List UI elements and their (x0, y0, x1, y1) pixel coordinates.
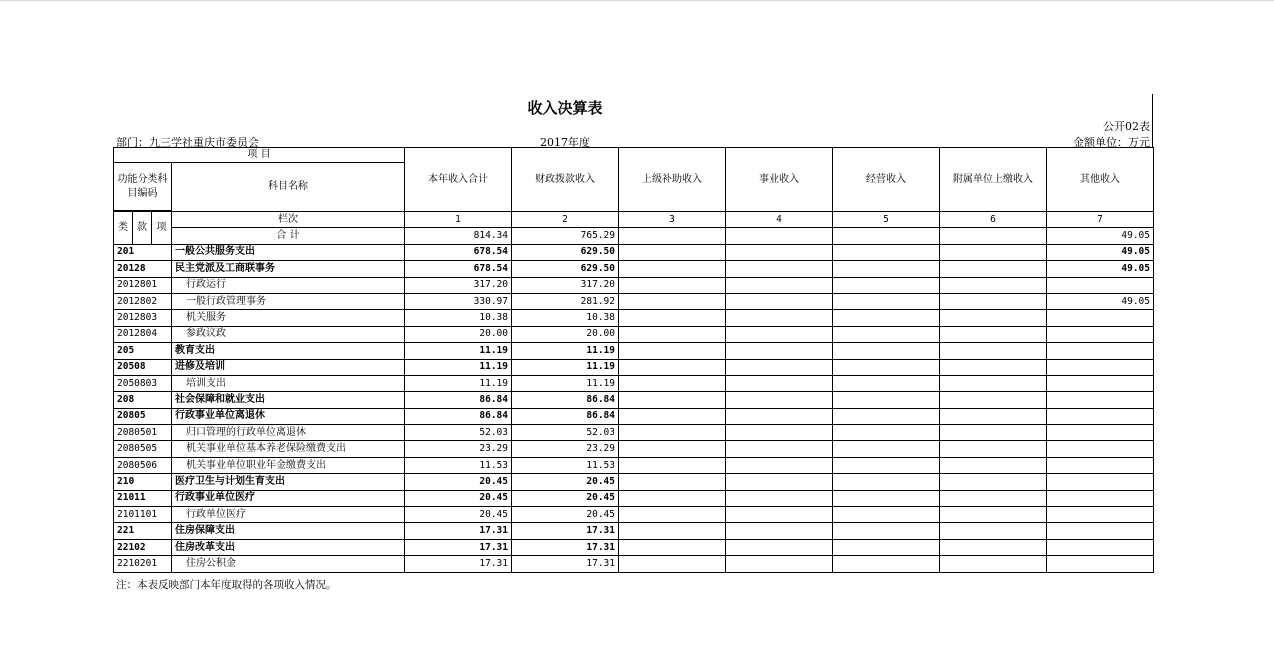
amount-cell: 86.84 (405, 408, 512, 424)
amount-cell (940, 343, 1047, 359)
amount-cell (1047, 277, 1154, 293)
subject-name: 民主党派及工商联事务 (172, 261, 405, 277)
amount-cell: 52.03 (405, 425, 512, 441)
col-number-5: 5 (833, 212, 940, 228)
col-header-1: 本年收入合计 (405, 148, 512, 212)
amount-cell (726, 556, 833, 572)
amount-cell (940, 375, 1047, 391)
amount-cell (726, 507, 833, 523)
col-number-6: 6 (940, 212, 1047, 228)
amount-cell: 86.84 (512, 392, 619, 408)
amount-cell (833, 408, 940, 424)
amount-cell (726, 293, 833, 309)
subject-code: 205 (114, 343, 172, 359)
amount-cell (726, 539, 833, 555)
amount-cell (619, 457, 726, 473)
col-header-5: 经营收入 (833, 148, 940, 212)
total-value-1: 814.34 (405, 228, 512, 244)
amount-cell (833, 244, 940, 260)
amount-cell (619, 425, 726, 441)
total-value-3 (619, 228, 726, 244)
footnote: 注：本表反映部门本年度取得的各项收入情况。 (116, 579, 337, 591)
amount-cell: 330.97 (405, 293, 512, 309)
total-row (114, 228, 1154, 244)
func-code-header: 功能分类科目编码 (114, 163, 172, 211)
amount-cell (726, 490, 833, 506)
subject-name: 机关服务 (172, 310, 405, 326)
subject-code: 2210201 (114, 556, 172, 572)
subject-name: 一般行政管理事务 (172, 293, 405, 309)
total-value-6 (940, 228, 1047, 244)
amount-cell: 629.50 (512, 261, 619, 277)
amount-cell (619, 556, 726, 572)
xiang-header: 项 (152, 212, 172, 245)
amount-cell: 20.45 (405, 490, 512, 506)
amount-cell: 281.92 (512, 293, 619, 309)
amount-cell (940, 408, 1047, 424)
amount-cell (833, 293, 940, 309)
amount-cell (1047, 441, 1154, 457)
amount-cell: 20.45 (405, 474, 512, 490)
amount-cell (1047, 490, 1154, 506)
amount-cell (726, 277, 833, 293)
amount-cell: 11.19 (512, 359, 619, 375)
amount-cell (619, 343, 726, 359)
subject-name: 机关事业单位基本养老保险缴费支出 (172, 441, 405, 457)
amount-cell (833, 343, 940, 359)
amount-cell (726, 408, 833, 424)
amount-cell (940, 244, 1047, 260)
subject-code: 2012804 (114, 326, 172, 342)
amount-cell (619, 474, 726, 490)
amount-cell: 20.00 (405, 326, 512, 342)
subject-code: 201 (114, 244, 172, 260)
total-value-4 (726, 228, 833, 244)
amount-cell: 86.84 (405, 392, 512, 408)
amount-cell (940, 310, 1047, 326)
amount-cell: 52.03 (512, 425, 619, 441)
subject-name: 培训支出 (172, 375, 405, 391)
amount-cell (833, 507, 940, 523)
subject-name: 行政事业单位医疗 (172, 490, 405, 506)
amount-cell (619, 392, 726, 408)
amount-cell: 11.19 (512, 343, 619, 359)
amount-cell (833, 277, 940, 293)
amount-cell (833, 474, 940, 490)
amount-cell (726, 244, 833, 260)
amount-cell (619, 441, 726, 457)
amount-cell: 86.84 (512, 408, 619, 424)
subject-code: 2012801 (114, 277, 172, 293)
amount-cell (833, 326, 940, 342)
subject-name: 教育支出 (172, 343, 405, 359)
subject-name: 行政单位医疗 (172, 507, 405, 523)
subject-code: 2101101 (114, 507, 172, 523)
subject-name: 行政事业单位离退休 (172, 408, 405, 424)
lei-header: 类 (114, 212, 133, 245)
kuan-header: 款 (133, 212, 152, 245)
amount-cell (940, 490, 1047, 506)
col-number-3: 3 (619, 212, 726, 228)
amount-cell (1047, 408, 1154, 424)
amount-cell (833, 441, 940, 457)
header-row-project (114, 148, 1154, 163)
total-value-7: 49.05 (1047, 228, 1154, 244)
table-row (114, 261, 1154, 277)
amount-cell (940, 457, 1047, 473)
table-row (114, 474, 1154, 490)
amount-cell: 49.05 (1047, 261, 1154, 277)
amount-cell: 20.45 (405, 507, 512, 523)
project-header: 项 目 (114, 148, 405, 163)
amount-cell (726, 441, 833, 457)
table-row (114, 277, 1154, 293)
amount-cell (833, 457, 940, 473)
subject-code: 2050803 (114, 375, 172, 391)
table-row (114, 441, 1154, 457)
amount-cell (940, 474, 1047, 490)
subject-code: 2080506 (114, 457, 172, 473)
col-header-7: 其他收入 (1047, 148, 1154, 212)
amount-cell (619, 375, 726, 391)
table-row (114, 244, 1154, 260)
amount-cell (940, 359, 1047, 375)
col-header-6: 附属单位上缴收入 (940, 148, 1047, 212)
amount-cell (940, 392, 1047, 408)
amount-cell: 49.05 (1047, 244, 1154, 260)
amount-cell (1047, 326, 1154, 342)
total-value-5 (833, 228, 940, 244)
col-number-7: 7 (1047, 212, 1154, 228)
amount-cell: 11.19 (405, 359, 512, 375)
amount-cell (619, 277, 726, 293)
amount-cell (1047, 392, 1154, 408)
subject-name-header: 科目名称 (172, 163, 405, 212)
amount-cell (1047, 523, 1154, 539)
amount-cell (726, 392, 833, 408)
amount-cell (833, 392, 940, 408)
column-number-row (114, 212, 1154, 228)
amount-cell (726, 326, 833, 342)
amount-cell: 10.38 (512, 310, 619, 326)
amount-cell (619, 310, 726, 326)
amount-cell (1047, 375, 1154, 391)
table-row (114, 408, 1154, 424)
subject-name: 住房改革支出 (172, 539, 405, 555)
amount-cell (833, 261, 940, 277)
amount-cell (833, 523, 940, 539)
col-number-1: 1 (405, 212, 512, 228)
table-row (114, 523, 1154, 539)
amount-cell (726, 343, 833, 359)
amount-cell (1047, 359, 1154, 375)
table-row (114, 326, 1154, 342)
table-row (114, 392, 1154, 408)
subject-code: 20508 (114, 359, 172, 375)
amount-cell: 317.20 (512, 277, 619, 293)
amount-cell (1047, 474, 1154, 490)
subject-name: 归口管理的行政单位离退休 (172, 425, 405, 441)
subject-code: 2080501 (114, 425, 172, 441)
income-table (113, 147, 1154, 573)
table-row (114, 507, 1154, 523)
amount-cell (833, 556, 940, 572)
table-row (114, 539, 1154, 555)
subject-name: 参政议政 (172, 326, 405, 342)
amount-cell (833, 359, 940, 375)
report-title: 收入决算表 (527, 99, 603, 117)
amount-cell (619, 326, 726, 342)
department-label: 部门：九三学社重庆市委员会 (116, 136, 259, 149)
amount-cell: 20.45 (512, 507, 619, 523)
amount-cell (726, 523, 833, 539)
subject-code: 22102 (114, 539, 172, 555)
amount-cell: 11.19 (512, 375, 619, 391)
amount-cell (940, 293, 1047, 309)
col-header-4: 事业收入 (726, 148, 833, 212)
subject-name: 医疗卫生与计划生育支出 (172, 474, 405, 490)
amount-cell (1047, 310, 1154, 326)
amount-cell (940, 523, 1047, 539)
subject-code: 21011 (114, 490, 172, 506)
table-row (114, 310, 1154, 326)
subject-name: 社会保障和就业支出 (172, 392, 405, 408)
amount-cell (940, 441, 1047, 457)
amount-cell (833, 490, 940, 506)
form-number: 公开02表 (1103, 120, 1150, 133)
amount-cell (1047, 539, 1154, 555)
amount-cell: 678.54 (405, 244, 512, 260)
amount-cell: 629.50 (512, 244, 619, 260)
subject-code: 2080505 (114, 441, 172, 457)
subject-name: 住房保障支出 (172, 523, 405, 539)
amount-cell (1047, 556, 1154, 572)
amount-cell (619, 293, 726, 309)
total-value-2: 765.29 (512, 228, 619, 244)
amount-cell: 11.19 (405, 375, 512, 391)
subject-name: 机关事业单位职业年金缴费支出 (172, 457, 405, 473)
col-header-3: 上级补助收入 (619, 148, 726, 212)
subject-code: 221 (114, 523, 172, 539)
subject-name: 进修及培训 (172, 359, 405, 375)
subject-code: 2012802 (114, 293, 172, 309)
amount-cell (940, 326, 1047, 342)
amount-cell (726, 457, 833, 473)
amount-cell (726, 359, 833, 375)
table-row (114, 425, 1154, 441)
table-row (114, 556, 1154, 572)
amount-cell (619, 539, 726, 555)
year-label: 2017年度 (540, 136, 590, 149)
amount-cell (940, 539, 1047, 555)
amount-cell (619, 244, 726, 260)
amount-cell (1047, 343, 1154, 359)
amount-cell: 11.53 (512, 457, 619, 473)
amount-cell: 23.29 (512, 441, 619, 457)
subject-code: 210 (114, 474, 172, 490)
amount-cell (940, 507, 1047, 523)
subject-code: 20805 (114, 408, 172, 424)
amount-cell (833, 539, 940, 555)
amount-cell (726, 474, 833, 490)
amount-cell (1047, 507, 1154, 523)
amount-cell: 23.29 (405, 441, 512, 457)
amount-cell (619, 490, 726, 506)
amount-cell: 678.54 (405, 261, 512, 277)
amount-cell: 317.20 (405, 277, 512, 293)
table-row (114, 457, 1154, 473)
amount-cell (619, 408, 726, 424)
amount-cell: 11.19 (405, 343, 512, 359)
amount-cell (940, 277, 1047, 293)
table-row (114, 293, 1154, 309)
amount-cell (833, 425, 940, 441)
amount-cell (619, 261, 726, 277)
column-no-label: 栏次 (172, 212, 405, 228)
amount-cell: 17.31 (405, 539, 512, 555)
total-label: 合 计 (172, 228, 405, 244)
amount-cell (726, 425, 833, 441)
amount-cell (619, 507, 726, 523)
col-number-4: 4 (726, 212, 833, 228)
amount-cell (726, 261, 833, 277)
amount-cell: 20.45 (512, 474, 619, 490)
unit-label: 金额单位：万元 (1073, 136, 1150, 149)
amount-cell: 17.31 (405, 523, 512, 539)
amount-cell (619, 359, 726, 375)
subject-code: 20128 (114, 261, 172, 277)
amount-cell (619, 523, 726, 539)
amount-cell (726, 310, 833, 326)
subject-code: 208 (114, 392, 172, 408)
amount-cell: 17.31 (405, 556, 512, 572)
amount-cell (726, 375, 833, 391)
amount-cell: 20.00 (512, 326, 619, 342)
amount-cell: 17.31 (512, 556, 619, 572)
amount-cell (1047, 425, 1154, 441)
subject-code: 2012803 (114, 310, 172, 326)
amount-cell (940, 425, 1047, 441)
subject-name: 一般公共服务支出 (172, 244, 405, 260)
subject-name: 行政运行 (172, 277, 405, 293)
table-row (114, 343, 1154, 359)
col-header-2: 财政拨款收入 (512, 148, 619, 212)
amount-cell (833, 310, 940, 326)
amount-cell: 49.05 (1047, 293, 1154, 309)
amount-cell: 10.38 (405, 310, 512, 326)
table-row (114, 359, 1154, 375)
amount-cell (833, 375, 940, 391)
table-row (114, 490, 1154, 506)
col-number-2: 2 (512, 212, 619, 228)
amount-cell (940, 556, 1047, 572)
table-row (114, 375, 1154, 391)
subject-name: 住房公积金 (172, 556, 405, 572)
amount-cell: 20.45 (512, 490, 619, 506)
top-border-line (0, 0, 1274, 1)
amount-cell (940, 261, 1047, 277)
amount-cell (1047, 457, 1154, 473)
right-rule (1152, 94, 1153, 148)
amount-cell: 17.31 (512, 539, 619, 555)
amount-cell: 17.31 (512, 523, 619, 539)
amount-cell: 11.53 (405, 457, 512, 473)
